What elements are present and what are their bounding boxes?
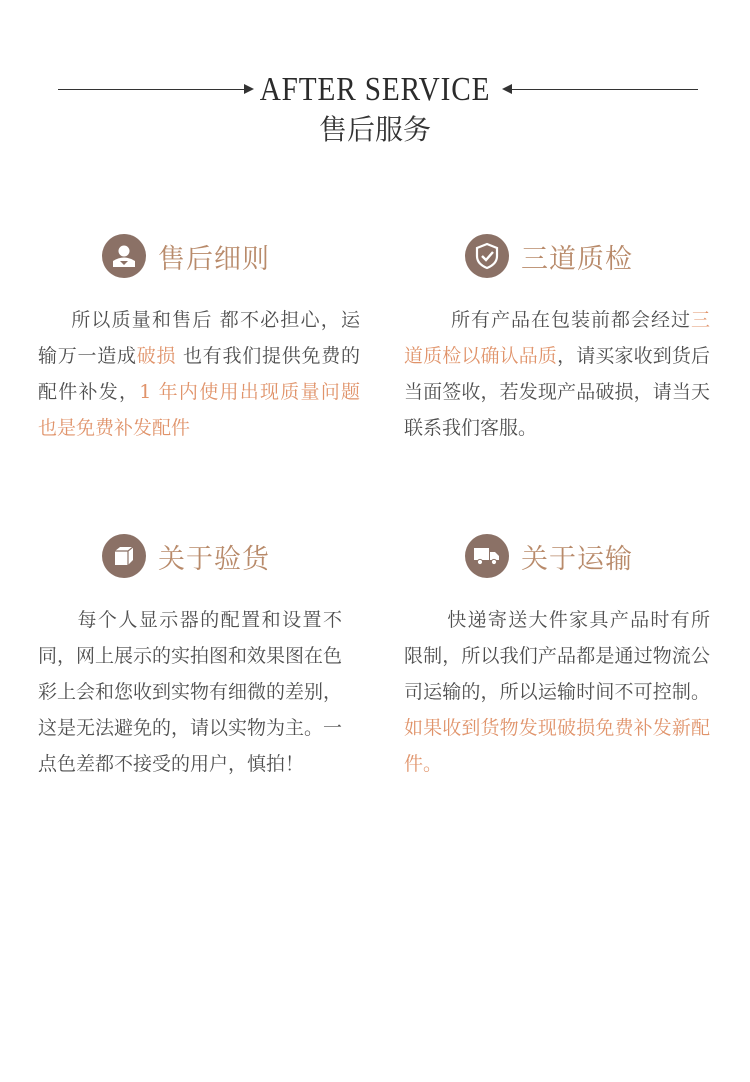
title-chinese: 售后服务 xyxy=(318,113,431,146)
section-title: 关于验货 xyxy=(158,543,270,575)
section-title: 售后细则 xyxy=(158,243,270,275)
person-icon xyxy=(102,234,146,278)
section-title: 关于运输 xyxy=(521,543,633,575)
right-arrow-line xyxy=(508,89,698,90)
section-body xyxy=(404,602,710,782)
title-english: AFTER SERVICE xyxy=(259,71,491,108)
body-text: ，请买家收到货后当面签收，若发现产品破损，请当天联系我们客服。 xyxy=(404,345,710,439)
section-after-sales-rules-header xyxy=(102,232,270,280)
box-icon xyxy=(102,534,146,578)
section-quality-inspection-header xyxy=(465,232,633,280)
body-text: 每个人显示器的配置和设置不同，网上展示的实拍图和效果图在色彩上会和您收到实物有细微的差别，这是无法避免的，请以实物为主。一点色差都不接受的用户，慎拍！ xyxy=(38,609,343,775)
body-text: 所有产品在包装前都会经过 xyxy=(450,309,691,331)
section-body xyxy=(404,302,710,446)
body-text: 也有我们提供免费的配件补发， xyxy=(38,345,360,403)
body-text: 所以质量和售后 都不必担心，运输万一造成 xyxy=(38,309,360,367)
truck-icon xyxy=(465,534,509,578)
highlight-text: 三道质检以确认品质 xyxy=(404,309,710,367)
highlight-text: 破损 xyxy=(136,345,177,367)
after-service-header xyxy=(0,0,750,170)
body-text: 快递寄送大件家具产品时有所限制，所以我们产品都是通过物流公司运输的，所以运输时间不可控制。 xyxy=(404,609,710,703)
section-shipping-header xyxy=(465,532,633,580)
highlight-text: 如果收到货物发现破损免费补发新配件。 xyxy=(404,717,710,775)
section-body xyxy=(38,602,342,782)
section-inspection-header xyxy=(102,532,270,580)
section-body xyxy=(38,302,360,446)
highlight-text: 1 年内使用出现质量问题 也是免费补发配件 xyxy=(38,381,360,439)
section-title: 三道质检 xyxy=(521,243,633,275)
shield-check-icon xyxy=(465,234,509,278)
